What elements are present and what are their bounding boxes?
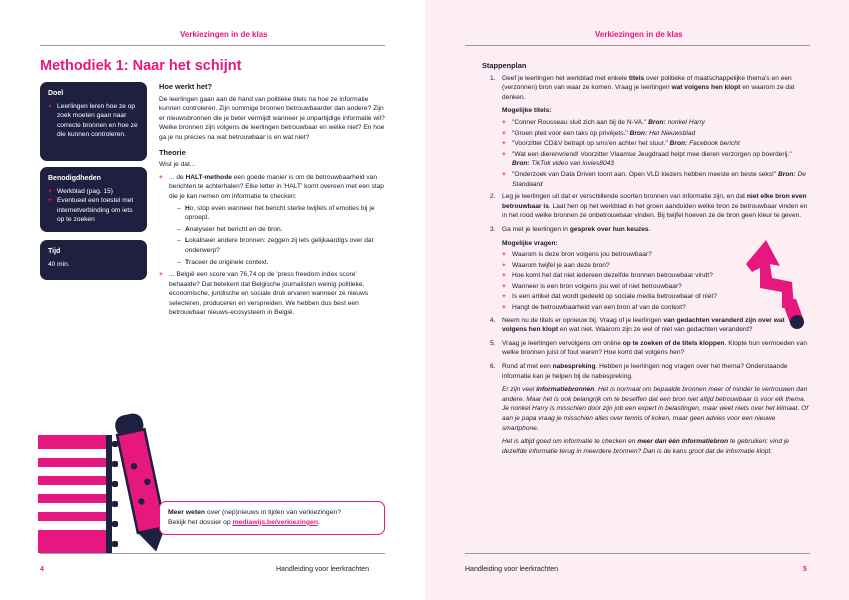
step-item: 5. Vraag je leerlingen vervolgens om online op te zoeken of de titels kloppen. Klopte hun vermoeden van welke bronnen juist of fout waren? Hoe komt dat volgens hen? — [490, 339, 808, 357]
titels-heading: Mogelijke titels: — [502, 107, 552, 115]
benodigdheden-box — [40, 167, 147, 232]
theorie-heading: Theorie — [159, 147, 186, 157]
theorie-intro: Wist je dat... — [159, 161, 196, 169]
running-head-right: Verkiezingen in de klas — [595, 30, 683, 39]
hoe-heading: Hoe werkt het? — [159, 82, 212, 91]
titel-item: + "Onderzoek van Data Driven toont aan: Open VLD kiezers hebben meeste en beste seks!" Bron: De Standaard — [502, 170, 809, 189]
hoe-text: De leerlingen gaan aan de hand van politieke titels na hoe ze informatie kunnen controleren. Zijn sommige bronnen betrouwbaarder dan andere? Zijn er nieuwsbronnen die je beter vermijdt wanneer je onpartijdige informatie wil? Welke bronnen zijn volgens de leerlingen betrouwbaar en welke niet? En hoe ga je nu precies na wat betrouwbaar is en wat niet? — [159, 95, 385, 141]
page-number-right: 5 — [803, 566, 807, 573]
step-item: 3. Ga met je leerlingen in gesprek over hun keuzes. — [490, 225, 651, 233]
belgie-item: + ... België een score van 76,74 op de 'press freedom index score' behaalde? Dat betekent dat Belgische journalisten weinig politieke, economische, juridische en sociale druk ervaren wanneer ze nieuws selecteren, produceren en verspreiden. We hebben dus best een betrouwbaar nieuws-ecosysteem in België. — [159, 270, 387, 318]
vraag-item: + Hoe komt het dat niet iedereen dezelfde bronnen betrouwbaar vindt? — [502, 271, 722, 281]
titel-item: + "Wat een dierenvriend! Voorzitter Vlaamse Jeugdraad helpt mee dieren verzorgen op boerderij." Bron: TikTok video van lovies8043 — [502, 150, 809, 169]
callout-bold: Meer weten — [168, 509, 206, 516]
running-head-left: Verkiezingen in de klas — [180, 30, 268, 39]
benodigdheden-item: + Werkblad (pag. 15) — [48, 187, 140, 197]
titels-list — [482, 118, 809, 189]
halt-step: – Traceer de originele context. — [159, 258, 387, 268]
footer-rule-left — [40, 553, 385, 554]
titel-item: + "Conner Rousseau sluit zich aan bij de N-VA." Bron: nonkel Harry — [502, 118, 809, 128]
meer-weten-callout: Meer weten over (nep)nieuws in tijden van verkiezingen? Bekijk het dossier op mediawijs.be/verkiezingen. — [159, 501, 385, 535]
vragen-heading: Mogelijke vragen: — [502, 239, 558, 247]
tijd-heading: Tijd — [48, 248, 61, 255]
halt-item: + ... de HALT-methode een goede manier is om de betrouwbaarheid van berichten te achterhalen? Elke letter in 'HALT' komt overeen met een stap die je kan nemen om informatie te checken: — [159, 173, 387, 202]
stappenplan-heading: Stappenplan — [482, 61, 527, 70]
halt-step: – Analyseer het bericht en de bron. — [159, 225, 387, 235]
tijd-value: 40 min. — [48, 260, 70, 268]
vraag-item: + Is een artikel dat wordt gedeeld op sociale media betrouwbaar of niet? — [502, 292, 722, 302]
footer-left: Handleiding voor leerkrachten — [276, 566, 369, 573]
titel-item: + "Groen pleit voor een taks op privéjets." Bron: Het Nieuwsblad — [502, 129, 809, 139]
vraag-item: + Wanneer is een bron volgens jou wel of niet betrouwbaar? — [502, 282, 722, 292]
page-number-left: 4 — [40, 566, 44, 573]
vraag-item: + Waarom is deze bron volgens jou betrouwbaar? — [502, 250, 722, 260]
doel-item: + Leerlingen leren hoe ze op zoek moeten gaan naar correcte bronnen en hoe ze die kunnen controleren. — [48, 102, 140, 140]
titel-item: + "Voorzitter CD&V betrapt op sms'en achter het stuur." Bron: Facebook bericht — [502, 139, 809, 149]
left-main-column — [159, 82, 387, 320]
zigzag-arrow-illustration — [742, 238, 812, 330]
footer-rule-right — [465, 553, 810, 554]
right-page — [425, 0, 849, 600]
benodigdheden-item: + Eventueel een toestel met internetverbinding om iets op te zoeken — [48, 196, 140, 225]
page-title: Methodiek 1: Naar het schijnt — [40, 58, 242, 74]
halt-step: – Ho, stop even wanneer het bericht sterke twijfels of emoties bij je oproept. — [159, 204, 387, 223]
step-item: 6. Rond af met een nabespreking. Hebben je leerlingen nog vragen over het thema? Onderstaande informatie kan je helpen bij de nabespreking. — [490, 363, 788, 380]
benodigdheden-heading: Benodigdheden — [48, 175, 101, 182]
header-rule-right — [465, 45, 810, 46]
footer-right: Handleiding voor leerkrachten — [465, 566, 558, 573]
step-item: 1. Geef je leerlingen het werkblad met enkele titels over politieke of maatschappelijke thema's en een (verzonnen) bron van waar ze komen. Vraag je leerlingen wat volgens hen klopt en waarom ze dat denken. — [490, 74, 795, 101]
halt-step: – Lokaliseer andere bronnen: zeggen zij iets gelijkaardigs over dat onderwerp? — [159, 236, 387, 255]
nabespreking-para: Het is altijd goed om informatie te checken en meer dan één informatiebron te gebruiken: vind je dezelfde informatie terug in meerdere bronnen? Dan is de kans groot dat de informatie klopt. — [502, 438, 789, 455]
vraag-item: + Waarom twijfel je aan deze bron? — [502, 261, 722, 271]
doel-box — [40, 82, 147, 161]
vraag-item: + Hangt de betrouwbaarheid van een bron af van de context? — [502, 303, 722, 313]
tijd-box — [40, 240, 147, 280]
notebook-pen-illustration — [38, 405, 168, 555]
step-item: 4. Neem nu de titels er opnieuw bij. Vraag of je leerlingen van gedachten veranderd zijn over wat volgens hen klopt en wat niet. Waarom zijn ze wel of niet van gedachten veranderd? — [490, 316, 785, 334]
header-rule-left — [40, 45, 385, 46]
nabespreking-para: Er zijn veel informatiebronnen. Het is normaal om bepaalde bronnen meer of minder te vertrouwen dan andere. Maar het is ook belangrijk om te beseffen dat een bron niet altijd betrouwbaar is voor elk thema. Je nonkel Harry is misschien door zijn job een expert in belastingen, maar weet niets over het klimaat. Of aan je papa vraag je misschien alles over tennis of koken, maar geen advies voor een nieuwe smartphone. — [502, 386, 809, 432]
doel-heading: Doel — [48, 90, 64, 97]
step-item: 2. Leg je leerlingen uit dat er verschillende soorten bronnen van informatie zijn, en dat niet elke bron even betrouwbaar is. Laat hen op het werkblad in het groen aanduiden welke bron ze betrouwbaar vinden en in het rood welke bronnen ze onbetrouwbaar vinden. Bij twijfel hoeven ze de bron geen kleur te geven. — [490, 193, 808, 220]
vragen-list — [482, 250, 722, 313]
mediawijs-link[interactable]: mediawijs.be/verkiezingen — [232, 518, 318, 526]
